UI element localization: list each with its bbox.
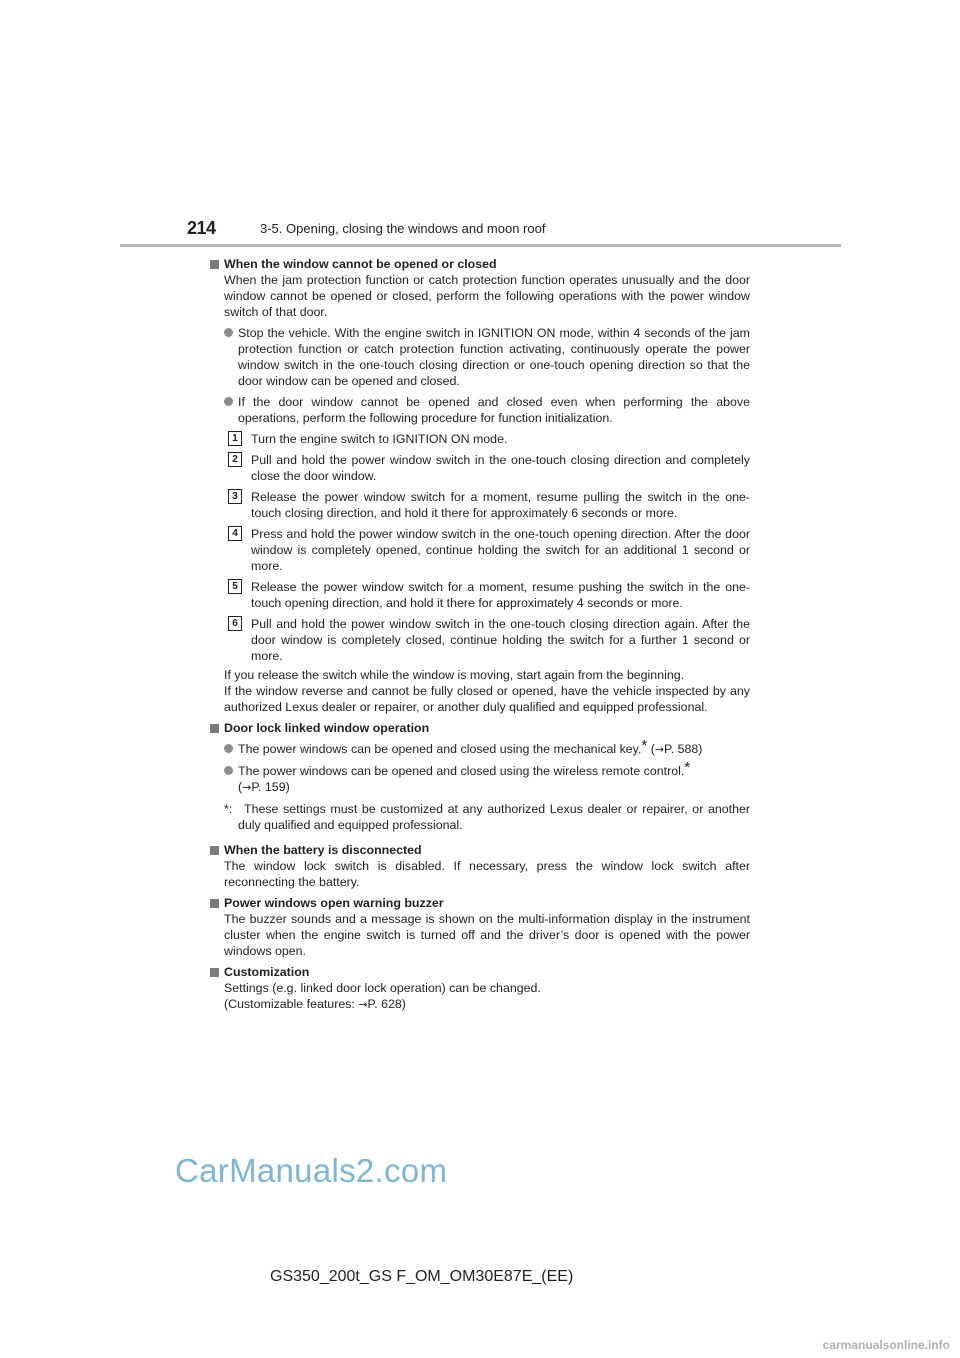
footnote-star: * [684,759,691,776]
section-customization [210,964,750,1013]
watermark-logo: CarManuals2.com [175,1152,448,1189]
section-door-lock-linked [210,720,750,833]
section-title: Power windows open warning buzzer [210,895,750,911]
page-content [210,256,750,1013]
section-title: Customization [210,964,750,980]
step-text: Turn the engine switch to IGNITION ON mode. [251,432,508,446]
step-item [224,526,750,574]
page-reference[interactable]: P. 588 [664,742,699,756]
page-reference[interactable]: P. 628) [367,997,406,1011]
bullet-item: The power windows can be opened and closed using the wireless remote control.* (→P. 159) [224,763,750,796]
bullet-item: The power windows can be opened and closed using the mechanical key.* (→P. 588) [224,741,750,758]
section-text: The window lock switch is disabled. If necessary, press the window lock switch after reconnecting the battery. [224,859,750,889]
square-bullet-icon [210,899,219,908]
square-bullet-icon [210,260,219,269]
circle-bullet-icon [224,766,233,775]
step-text: Press and hold the power window switch in the one-touch opening direction. After the door window is completely opened, continue holding the switch for an additional 1 second or more. [251,527,750,573]
note-inspection: If the window reverse and cannot be fully closed or opened, have the vehicle inspected by any authorized Lexus dealer or repairer, or another duly qualified and equipped professional. [224,684,750,714]
step-number-box: 5 [228,579,242,594]
step-number-box: 4 [228,526,242,541]
section-title: When the battery is disconnected [210,842,750,858]
step-number-box: 6 [228,616,242,631]
square-bullet-icon [210,724,219,733]
square-bullet-icon [210,968,219,977]
circle-bullet-icon [224,328,233,337]
step-text: Pull and hold the power window switch in the one-touch closing direction again. After the door window is completely closed, continue holding the switch for a further 1 second or more. [251,617,750,663]
section-title: Door lock linked window operation [210,720,750,736]
footnote-star: * [641,737,648,754]
footnote-text: These settings must be customized at any authorized Lexus dealer or repairer, or another duly qualified and equipped professional. [238,802,750,832]
section-text: Settings (e.g. linked door lock operation) can be changed. [224,981,541,995]
page-header [187,218,840,240]
page-ref-arrow-icon: → [654,743,665,756]
section-battery-disconnected [210,842,750,890]
step-number-box: 3 [228,489,242,504]
section-warning-buzzer [210,895,750,959]
bullet-item: If the door window cannot be opened and closed even when performing the above operations, perform the following procedure for function initialization. [224,394,750,426]
section-intro: When the jam protection function or catch protection function operates unusually and the door window cannot be opened or closed, perform the following operations with the power window switch of that door. [224,273,750,319]
footnote-mark: *: [224,802,233,816]
step-text: Pull and hold the power window switch in the one-touch closing direction and completely close the door window. [251,453,750,483]
step-item [224,579,750,611]
page-ref-arrow-icon: → [242,781,252,794]
step-item [224,431,750,447]
document-code: GS350_200t_GS F_OM_OM30E87E_(EE) [270,1268,574,1285]
step-number-box: 1 [228,431,242,446]
square-bullet-icon [210,846,219,855]
page-ref-arrow-icon: → [358,998,368,1011]
section-text: The buzzer sounds and a message is shown on the multi-information display in the instrument cluster when the engine switch is turned off and the driver’s door is opened with the power windows open. [224,912,750,958]
page-reference[interactable]: P. 159 [251,780,286,794]
customizable-features-ref: (Customizable features: →P. 628) [224,997,406,1011]
step-text: Release the power window switch for a moment, resume pushing the switch in the one-touch opening direction, and hold it there for approximately 4 seconds or more. [251,580,750,610]
section-title: When the window cannot be opened or closed [210,256,750,272]
bullet-item: Stop the vehicle. With the engine switch in IGNITION ON mode, within 4 seconds of the jam protection function or catch protection function activating, continuously operate the power window switch in the one-touch closing direction or one-touch opening direction so that the door window can be opened and closed. [224,325,750,389]
header-rule [120,244,841,247]
footnote [224,801,750,833]
step-item [224,616,750,664]
step-number-box: 2 [228,452,242,467]
step-text: Release the power window switch for a moment, resume pulling the switch in the one-touch closing direction, and hold it there for approximately 6 seconds or more. [251,490,750,520]
step-item [224,489,750,521]
circle-bullet-icon [224,397,233,406]
circle-bullet-icon [224,744,233,753]
note-restart: If you release the switch while the window is moving, start again from the beginning. [224,668,685,682]
step-item [224,452,750,484]
chapter-title: 3-5. Opening, closing the windows and moon roof [260,221,546,236]
page-number: 214 [187,218,216,238]
site-watermark: carmanualsonline.info [822,1338,950,1352]
section-jam-protection [210,256,750,715]
